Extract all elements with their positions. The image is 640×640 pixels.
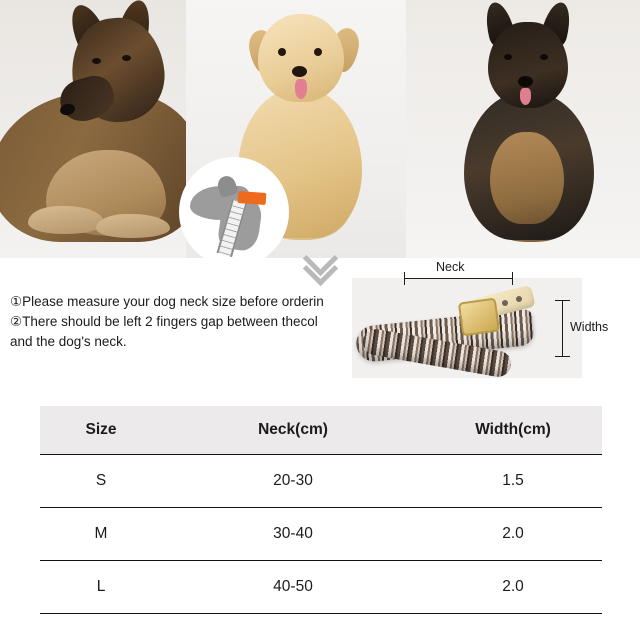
striped-dog-collar-photo xyxy=(352,278,582,378)
dog-eye-left xyxy=(278,48,286,56)
dog-eye-right xyxy=(314,48,322,56)
dog-photo-strip xyxy=(0,0,640,258)
tape-measure-end xyxy=(238,191,267,205)
instruction-line-3: and the dog's neck. xyxy=(10,334,127,349)
cell-neck: 40-50 xyxy=(162,561,424,614)
double-chevron-down-icon xyxy=(302,248,338,282)
cell-width: 2.0 xyxy=(424,561,602,614)
width-callout-label: Widths xyxy=(570,320,609,334)
collar-buckle xyxy=(458,298,500,337)
dog-photo-german-shepherd-lying xyxy=(0,0,186,258)
dog-tongue xyxy=(295,79,307,99)
measuring-instructions xyxy=(10,292,340,352)
table-header xyxy=(40,406,602,455)
table-row xyxy=(40,455,602,508)
cell-neck: 30-40 xyxy=(162,508,424,561)
dog-eye-right xyxy=(540,54,548,60)
cell-width: 2.0 xyxy=(424,508,602,561)
column-header-width: Width(cm) xyxy=(424,406,602,455)
collar-hole xyxy=(516,296,522,302)
cell-size: M xyxy=(40,508,162,561)
cell-width: 1.5 xyxy=(424,455,602,508)
dog-chest-shape xyxy=(490,132,564,224)
column-header-size: Size xyxy=(40,406,162,455)
neck-callout-label: Neck xyxy=(436,260,465,274)
dog-eye-right xyxy=(122,55,131,61)
table-header-row xyxy=(40,406,602,455)
width-measure-tick-top xyxy=(555,300,570,301)
width-measure-line xyxy=(562,300,563,356)
cell-size: L xyxy=(40,561,162,614)
dog-photo-black-tan-shepherd-sitting xyxy=(406,0,640,258)
instruction-line-2: ②There should be left 2 fingers gap between thecol xyxy=(10,314,318,329)
size-chart-table xyxy=(40,406,602,614)
table-body xyxy=(40,455,602,614)
neck-measure-tick-left xyxy=(404,272,405,285)
table-row xyxy=(40,508,602,561)
instruction-line-1: ①Please measure your dog neck size before orderin xyxy=(10,294,324,309)
collar-diagram xyxy=(352,262,632,390)
dog-front-paw-right xyxy=(96,214,170,238)
column-header-neck: Neck(cm) xyxy=(162,406,424,455)
dog-front-paw-left xyxy=(28,206,104,234)
cell-neck: 20-30 xyxy=(162,455,424,508)
dog-nose xyxy=(292,66,307,77)
table-row xyxy=(40,561,602,614)
dog-tongue xyxy=(520,88,531,105)
collar-hole xyxy=(502,300,508,306)
dog-neck-measure-icon xyxy=(182,160,286,264)
dog-eye-left xyxy=(504,54,512,60)
dog-eye-left xyxy=(92,58,101,64)
neck-measure-line xyxy=(404,278,512,279)
width-measure-tick-bottom xyxy=(555,356,570,357)
dog-nose xyxy=(518,76,533,87)
cell-size: S xyxy=(40,455,162,508)
neck-measure-tick-right xyxy=(512,272,513,285)
